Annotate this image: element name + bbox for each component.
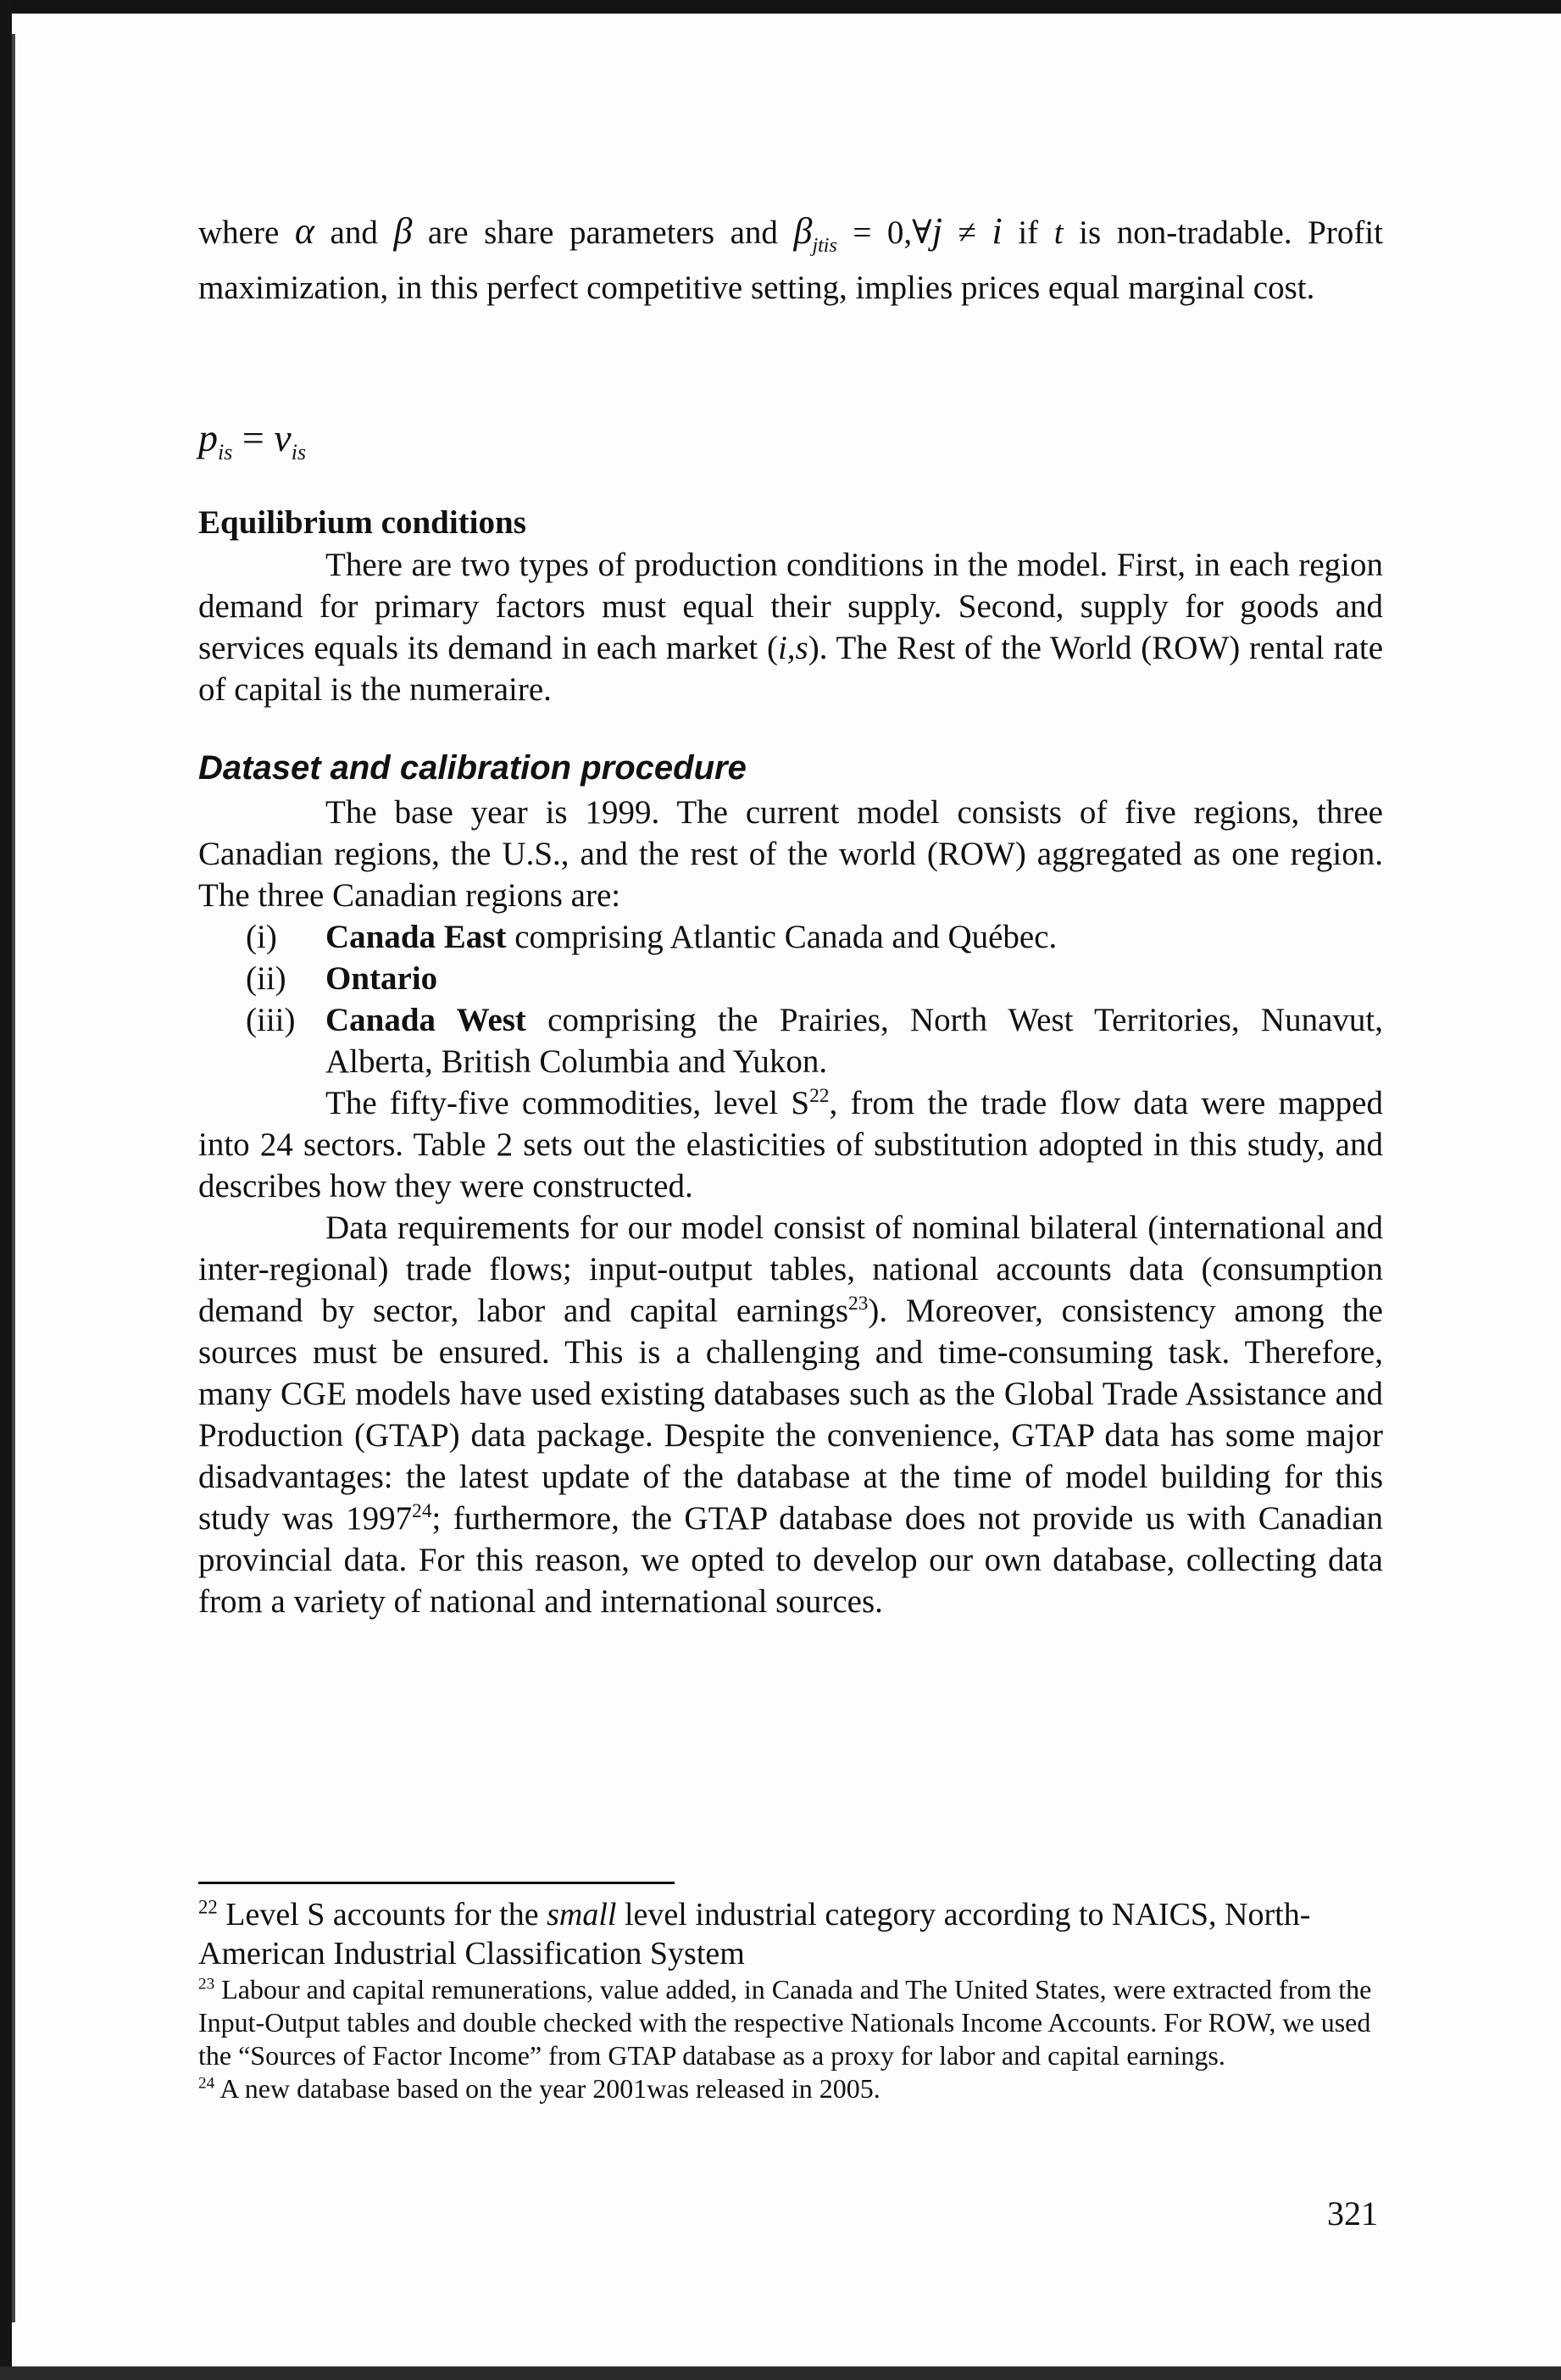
paragraph-base-year: The base year is 1999. The current model consists of five regions, three Canadian regions, the U.S., and the rest of the world (ROW) aggregated as one region. The three Canadian regions are: (198, 794, 1383, 914)
list-item: (ii) Ontario (246, 960, 438, 997)
heading-equilibrium-conditions: Equilibrium conditions (198, 504, 526, 541)
footnote-ref-24: 24 (412, 1500, 432, 1522)
footnote-ref-22: 22 (809, 1085, 830, 1107)
list-item: (iii) Canada West comprising the Prairies, North West Territories, Nunavut, Alberta, British Columbia and Yukon. (246, 1002, 1383, 1080)
footnotes (198, 1895, 1383, 2105)
paragraph-equilibrium: There are two types of production conditions in the model. First, in each region demand for primary factors must equal their supply. Second, supply for goods and services equals its demand in each market (i,s). The Rest of the World (ROW) rental rate of capital is the numeraire. (198, 547, 1384, 708)
section-dataset-body (198, 792, 1383, 1622)
equation-price-equals-cost: $p_{is} = v_{is}$ (198, 416, 307, 465)
regions-list (198, 916, 1383, 1082)
heading-dataset-calibration: Dataset and calibration procedure (198, 749, 747, 787)
paragraph-share-parameters: where α and β are share parameters and $\beta_{jtis}$ = 0,∀j ≠ i if t is non-tradable. Profit maximization, in this perfect competitive setting, implies prices equal marginal cost. (198, 210, 1383, 306)
paragraph-commodities: The fifty-five commodities, level $S^{22}$, from the trade flow data were mapped into 24 sectors. Table 2 sets out the elasticities of substitution adopted in this study, and describes how they were constructed. (198, 1085, 1383, 1204)
beta-jtis-symbol: $\beta_{jtis}$ (793, 210, 837, 257)
beta-symbol: β (393, 210, 413, 252)
footnote-divider (198, 1882, 675, 1884)
scan-edge-bottom (0, 2366, 1561, 2380)
footnote-ref-23: 23 (848, 1293, 869, 1315)
alpha-symbol: α (294, 210, 314, 252)
scan-edge-left (0, 0, 12, 2380)
scan-edge-left-inner (12, 34, 15, 2322)
paragraph-data-requirements: Data requirements for our model consist of nominal bilateral (international and inter-regional) trade flows; input-output tables, national accounts data (consumption demand by sector, labor and capital earnings$^{23}$). Moreover, consistency among the sources must be ensured. This is a challenging and time-consuming task. Therefore, many CGE models have used existing databases such as the Global Trade Assistance and Production (GTAP) data package. Despite the convenience, GTAP data has some major disadvantages: the latest update of the database at the time of model building for this study was 1997$^{24}$; furthermore, the GTAP database does not provide us with Canadian provincial data. For this reason, we opted to develop our own database, collecting data from a variety of national and international sources. (198, 1209, 1383, 1620)
page-number: 321 (1327, 2194, 1378, 2233)
scan-edge-top (0, 0, 1561, 14)
footnote-22: $^{22}$ Level S accounts for the small level industrial category according to NAICS, North-American Industrial Classification System (198, 1896, 1311, 1971)
list-item: (i) Canada East comprising Atlantic Canada and Québec. (246, 919, 1058, 955)
footnote-24: $^{24}$ A new database based on the year 2001was released in 2005. (198, 2073, 880, 2104)
footnote-23: $^{23}$ Labour and capital remunerations, value added, in Canada and The United States, were extracted from the Input-Output tables and double checked with the respective Nationals Income Accounts. For ROW, we used the “Sources of Factor Income” from GTAP database as a proxy for labor and capital earnings. (198, 1974, 1372, 2071)
